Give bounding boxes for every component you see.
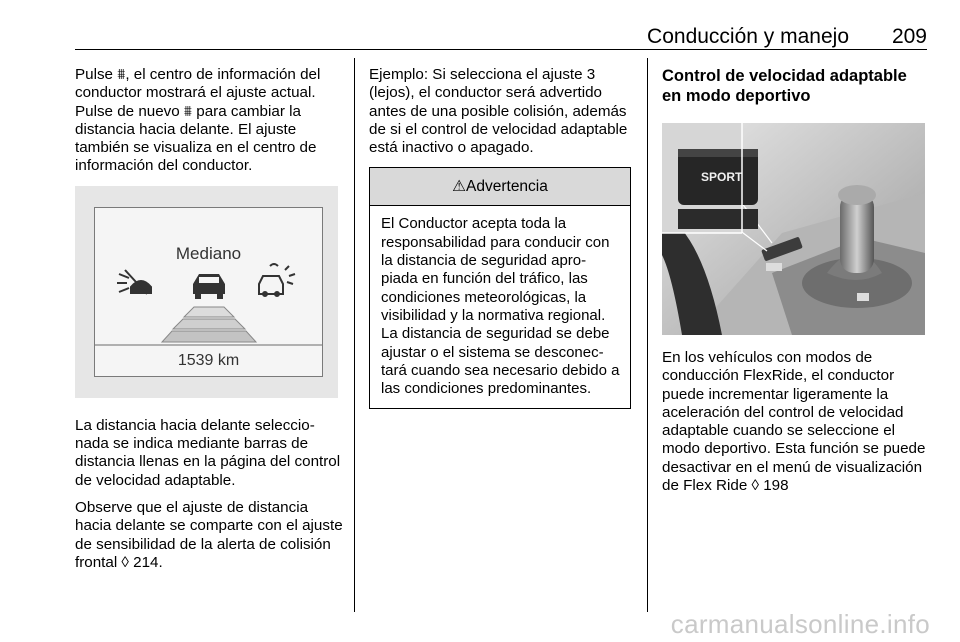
- distance-bar-1: [184, 307, 234, 317]
- paragraph-distance-bars: La distancia hacia delante seleccio-nada se indica mediante barras de distancia llenas en la página del control de velocidad adaptable.: [75, 416, 341, 489]
- lane-assist-icon: [117, 270, 151, 294]
- column-divider-1: [354, 58, 355, 612]
- header-rule: [75, 49, 927, 50]
- column-1: [75, 66, 343, 572]
- figure-sport-button: [662, 123, 925, 335]
- vehicle-ahead-icon: [193, 274, 225, 299]
- paragraph-example: Ejemplo: Si selecciona el ajuste 3 (lejos), el conductor será advertido antes de una posible colisión, además de si el control de velocidad adaptable está inactivo o apagado.: [369, 66, 628, 157]
- page-number: 209: [891, 25, 927, 48]
- paragraph-flexride: En los vehículos con modos de conducción FlexRide, el conductor puede incrementar ligeramente la aceleración del control de velocidad adaptable cuando se seleccione el modo deportivo. Esta función se puede desactivar en el menú de visualización de Flex Ride ◊ 198: [662, 349, 926, 495]
- collision-alert-icon: [259, 264, 295, 296]
- warning-triangle-icon: ⚠: [452, 178, 467, 196]
- warning-body: [370, 206, 630, 408]
- warning-box: [369, 167, 631, 409]
- sport-console-illustration: [662, 123, 925, 335]
- warning-title: Advertencia: [466, 178, 548, 196]
- distance-bar-3: [162, 331, 256, 342]
- distance-bar-2: [173, 319, 245, 329]
- warning-text: El Conductor acepta toda la responsabilidad para conducir con la distancia de seguridad apro-piada en función del tráfico, las condiciones meteorológicas, la visibilidad y la normativa regional. La distancia de seguridad se debe ajustar o el sistema se desconec-tará cuando sea necesario debido a las condiciones predominantes.: [381, 215, 620, 398]
- distance-setting-label: Mediano: [175, 243, 242, 263]
- column-3: [662, 66, 928, 495]
- page-header: [75, 26, 927, 48]
- section-title: Conducción y manejo: [647, 25, 849, 48]
- sport-button-label: SPORT: [701, 170, 743, 184]
- warning-header: [370, 168, 630, 206]
- column-divider-2: [647, 58, 648, 612]
- figure-dic-display: [75, 186, 338, 398]
- dic-screen: [94, 207, 323, 377]
- column-2: [369, 66, 631, 409]
- paragraph-shared-setting: Observe que el ajuste de distancia hacia delante se comparte con el ajuste de sensibilidad de la alerta de colisión frontal ◊ 214.: [75, 498, 343, 571]
- section-heading: Control de velocidad adaptable en modo deportivo: [662, 67, 907, 105]
- odometer-readout: 1539 km: [177, 351, 240, 369]
- paragraph-distance-button: Pulse ⩩, el centro de información del conductor mostrará el ajuste actual. Pulse de nuevo ⩩ para cambiar la distancia hacia delante. El ajuste también se visualiza en el centro de información del conductor.: [75, 66, 321, 175]
- dic-graphics: [95, 208, 322, 376]
- watermark: carmanualsonline.info: [670, 609, 930, 639]
